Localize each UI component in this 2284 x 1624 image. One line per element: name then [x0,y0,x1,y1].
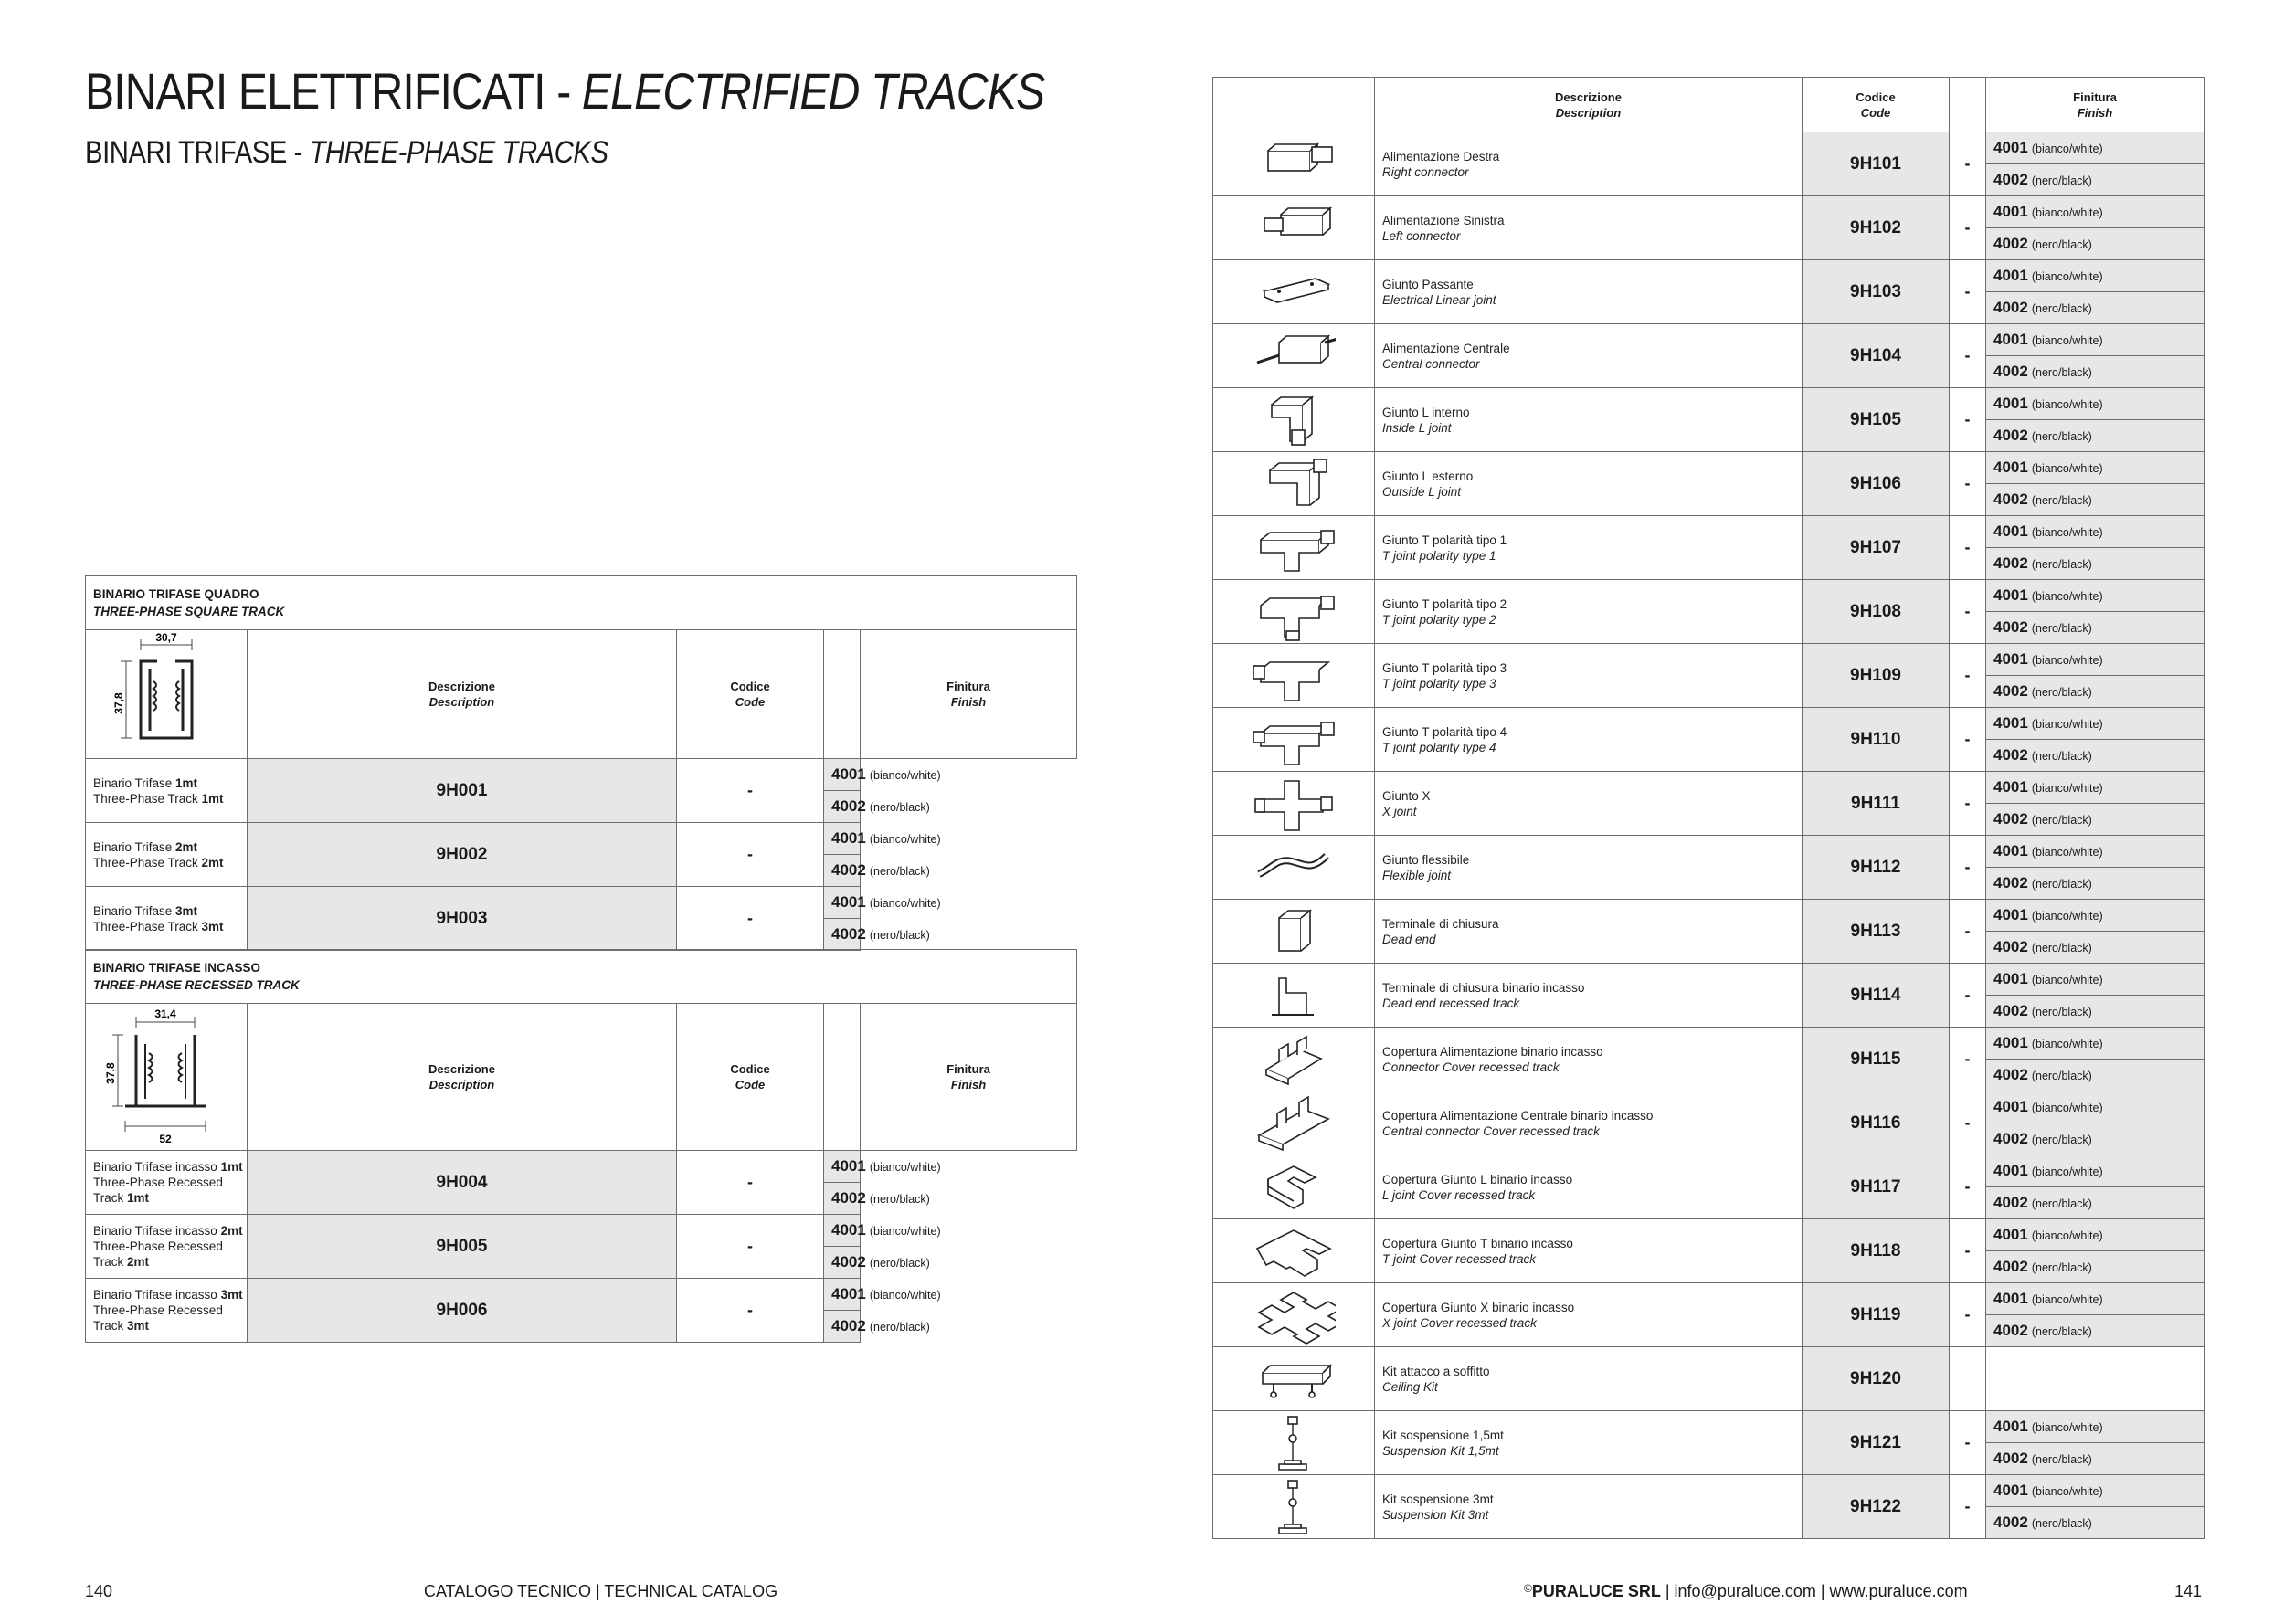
square-track-heading: BINARIO TRIFASE QUADRO THREE-PHASE SQUARE TRACK [86,576,1077,630]
product-description: Kit sospensione 3mt Suspension Kit 3mt [1375,1475,1803,1539]
finish-black: 4002 (nero/black) [1986,1187,2205,1219]
svg-text:37,8: 37,8 [112,692,125,714]
separator-dash: - [1950,132,1986,196]
col-spacer [824,630,861,759]
product-code: 9H118 [1803,1219,1950,1283]
product-image [1213,196,1375,260]
suspension-kit-icon [1252,1413,1336,1473]
company-footer: ©PURALUCE SRL | info@puraluce.com | www.puraluce.com [1524,1582,1968,1600]
product-image [1213,1283,1375,1347]
product-description: Terminale di chiusura binario incasso Dead end recessed track [1375,964,1803,1028]
product-code: 9H111 [1803,772,1950,836]
col-image [1213,78,1375,132]
product-description: Giunto L esterno Outside L joint [1375,452,1803,516]
separator-dash: - [1950,516,1986,580]
table-row [1213,1283,2205,1315]
table-row [1213,1475,2205,1507]
product-code: 9H101 [1803,132,1950,196]
recessed-track-table [85,949,1077,1343]
separator-dash: - [1950,644,1986,708]
product-code: 9H112 [1803,836,1950,900]
product-code: 9H107 [1803,516,1950,580]
finish-white: 4001 (bianco/white) [1986,836,2205,868]
finish-white: 4001 (bianco/white) [824,1215,861,1247]
product-image [1213,900,1375,964]
product-code: 9H119 [1803,1283,1950,1347]
t-joint-type1-icon [1252,518,1336,578]
finish-black: 4002 (nero/black) [1986,292,2205,324]
table-row [1213,1411,2205,1443]
finish-black: 4002 (nero/black) [824,1247,861,1279]
finish-white: 4001 (bianco/white) [1986,708,2205,740]
separator-dash: - [677,1279,824,1343]
l-joint-cover-icon [1252,1157,1336,1218]
finish-white: 4001 (bianco/white) [1986,580,2205,612]
table-row [1213,388,2205,420]
finish-white: 4001 (bianco/white) [1986,388,2205,420]
product-code: 9H102 [1803,196,1950,260]
suspension-kit-icon [1252,1477,1336,1537]
finish-black: 4002 (nero/black) [1986,356,2205,388]
recessed-track-header-row [86,1004,1077,1151]
product-description: Copertura Alimentazione Centrale binario incasso Central connector Cover recessed track [1375,1091,1803,1155]
product-description: Terminale di chiusura Dead end [1375,900,1803,964]
finish-white: 4001 (bianco/white) [1986,900,2205,932]
product-code: 9H121 [1803,1411,1950,1475]
table-row [1213,1155,2205,1187]
linear-joint-icon [1252,262,1336,322]
finish-black: 4002 (nero/black) [1986,996,2205,1028]
product-image [1213,132,1375,196]
recessed-track-heading: BINARIO TRIFASE INCASSO THREE-PHASE RECESSED TRACK [86,950,1077,1004]
catalog-label: CATALOGO TECNICO | TECHNICAL CATALOG [424,1582,778,1600]
accessories-table [1212,77,2205,1539]
finish-black: 4002 (nero/black) [1986,1123,2205,1155]
separator-dash: - [1950,1283,1986,1347]
separator-dash: - [1950,1155,1986,1219]
product-description: Giunto T polarità tipo 3 T joint polarity type 3 [1375,644,1803,708]
finish-white: 4001 (bianco/white) [1986,516,2205,548]
finish-black: 4002 (nero/black) [824,791,861,823]
table-row [1213,900,2205,932]
col-description: Descrizione Description [1375,78,1803,132]
product-description: Copertura Giunto T binario incasso T joint Cover recessed track [1375,1219,1803,1283]
flexible-joint-icon [1252,838,1336,898]
separator-dash: - [1950,1219,1986,1283]
finish-black: 4002 (nero/black) [1986,1315,2205,1347]
product-image [1213,772,1375,836]
finish-white: 4001 (bianco/white) [1986,644,2205,676]
col-finish: Finitura Finish [1986,78,2205,132]
finish-white: 4001 (bianco/white) [1986,1219,2205,1251]
finish-black: 4002 (nero/black) [1986,164,2205,196]
product-code: 9H002 [248,823,677,887]
finish-black: 4002 (nero/black) [1986,932,2205,964]
finish-black: 4002 (nero/black) [824,1183,861,1215]
product-code: 9H120 [1803,1347,1950,1411]
table-row [1213,836,2205,868]
product-image [1213,388,1375,452]
product-description: Binario Trifase incasso 2mt Three-Phase Recessed Track 2mt [86,1215,248,1279]
t-joint-type4-icon [1252,710,1336,770]
accessories-header-row [1213,78,2205,132]
product-image [1213,324,1375,388]
separator-dash: - [1950,1411,1986,1475]
finish-black: 4002 (nero/black) [1986,868,2205,900]
connector-cover-icon [1252,1029,1336,1090]
col-code: Codice Code [677,1004,824,1151]
product-description: Alimentazione Destra Right connector [1375,132,1803,196]
finish-white: 4001 (bianco/white) [1986,132,2205,164]
table-row [1213,196,2205,228]
separator-dash: - [677,823,824,887]
product-description: Kit sospensione 1,5mt Suspension Kit 1,5mt [1375,1411,1803,1475]
table-row [1213,580,2205,612]
finish-black: 4002 (nero/black) [824,1311,861,1343]
product-image [1213,964,1375,1028]
separator-dash: - [1950,836,1986,900]
product-description: Giunto Passante Electrical Linear joint [1375,260,1803,324]
inside-l-joint-icon [1252,390,1336,450]
finish-white: 4001 (bianco/white) [1986,772,2205,804]
recessed-track-profile-icon [98,1004,235,1150]
product-code: 9H122 [1803,1475,1950,1539]
finish-cell-empty [1986,1347,2205,1411]
finish-white: 4001 (bianco/white) [824,759,861,791]
svg-text:31,4: 31,4 [154,1007,176,1020]
table-row [1213,772,2205,804]
product-code: 9H114 [1803,964,1950,1028]
finish-black: 4002 (nero/black) [1986,612,2205,644]
product-image [1213,1155,1375,1219]
right-connector-icon [1252,134,1336,195]
product-description: Giunto T polarità tipo 4 T joint polarity type 4 [1375,708,1803,772]
finish-white: 4001 (bianco/white) [1986,964,2205,996]
product-description: Binario Trifase incasso 1mt Three-Phase Recessed Track 1mt [86,1151,248,1215]
product-code: 9H005 [248,1215,677,1279]
svg-text:30,7: 30,7 [155,631,177,644]
product-description: Copertura Giunto L binario incasso L joint Cover recessed track [1375,1155,1803,1219]
central-connector-icon [1252,326,1336,386]
finish-white: 4001 (bianco/white) [1986,324,2205,356]
separator-dash: - [1950,324,1986,388]
table-row [1213,964,2205,996]
separator-dash: - [1950,964,1986,1028]
table-row [86,1215,1077,1247]
product-description: Binario Trifase incasso 3mt Three-Phase Recessed Track 3mt [86,1279,248,1343]
table-row [1213,1219,2205,1251]
separator-dash: - [1950,196,1986,260]
product-image [1213,836,1375,900]
separator-dash: - [1950,900,1986,964]
square-track-profile-drawing [86,630,248,759]
outside-l-joint-icon [1252,454,1336,514]
col-description: Descrizione Description [248,1004,677,1151]
separator-dash: - [1950,260,1986,324]
table-row [1213,1091,2205,1123]
product-description: Copertura Alimentazione binario incasso Connector Cover recessed track [1375,1028,1803,1091]
product-description: Giunto T polarità tipo 2 T joint polarity type 2 [1375,580,1803,644]
separator-dash: - [677,1151,824,1215]
central-connector-cover-icon [1252,1093,1336,1154]
finish-black: 4002 (nero/black) [1986,804,2205,836]
finish-white: 4001 (bianco/white) [1986,1091,2205,1123]
finish-white: 4001 (bianco/white) [1986,1155,2205,1187]
product-image [1213,644,1375,708]
table-row [86,759,1077,791]
table-row [1213,708,2205,740]
product-code: 9H113 [1803,900,1950,964]
product-description: Giunto T polarità tipo 1 T joint polarity type 1 [1375,516,1803,580]
t-joint-type3-icon [1252,646,1336,706]
finish-white: 4001 (bianco/white) [1986,1028,2205,1060]
finish-white: 4001 (bianco/white) [1986,260,2205,292]
separator-dash: - [1950,1028,1986,1091]
finish-white: 4001 (bianco/white) [824,887,861,919]
product-code: 9H110 [1803,708,1950,772]
table-row [1213,132,2205,164]
t-joint-type2-icon [1252,582,1336,642]
dead-end-icon [1252,902,1336,962]
square-track-header-row [86,630,1077,759]
page-subtitle: BINARI TRIFASE - THREE-PHASE TRACKS [85,135,608,170]
table-row [86,823,1077,855]
product-code: 9H105 [1803,388,1950,452]
table-row [1213,1028,2205,1060]
col-spacer [1950,78,1986,132]
page-number-left: 140 [85,1582,113,1600]
col-finish: Finitura Finish [861,630,1077,759]
product-code: 9H004 [248,1151,677,1215]
product-description: Binario Trifase 2mt Three-Phase Track 2mt [86,823,248,887]
product-image [1213,260,1375,324]
col-code: Codice Code [677,630,824,759]
page-title: BINARI ELETTRIFICATI - ELECTRIFIED TRACKS [85,62,1045,120]
product-image [1213,1475,1375,1539]
product-code: 9H108 [1803,580,1950,644]
product-description: Alimentazione Sinistra Left connector [1375,196,1803,260]
product-image [1213,580,1375,644]
col-spacer [824,1004,861,1151]
product-code: 9H117 [1803,1155,1950,1219]
finish-white: 4001 (bianco/white) [824,1151,861,1183]
finish-black: 4002 (nero/black) [824,919,861,951]
product-code: 9H006 [248,1279,677,1343]
finish-white: 4001 (bianco/white) [1986,1411,2205,1443]
table-row [1213,1347,2205,1379]
product-image [1213,1411,1375,1475]
finish-black: 4002 (nero/black) [1986,740,2205,772]
product-code: 9H116 [1803,1091,1950,1155]
finish-black: 4002 (nero/black) [1986,1251,2205,1283]
table-row [86,1279,1077,1311]
separator-dash: - [677,1215,824,1279]
product-description: Binario Trifase 3mt Three-Phase Track 3mt [86,887,248,951]
separator-dash: - [1950,388,1986,452]
product-code: 9H109 [1803,644,1950,708]
table-row [1213,452,2205,484]
left-connector-icon [1252,198,1336,258]
separator-dash: - [677,887,824,951]
product-image [1213,1219,1375,1283]
table-row [86,1151,1077,1183]
page-number-right: 141 [2174,1582,2203,1600]
finish-black: 4002 (nero/black) [1986,676,2205,708]
svg-text:52: 52 [159,1133,172,1145]
product-description: Binario Trifase 1mt Three-Phase Track 1mt [86,759,248,823]
separator-dash: - [1950,580,1986,644]
svg-text:37,8: 37,8 [104,1062,117,1084]
product-code: 9H115 [1803,1028,1950,1091]
product-image [1213,708,1375,772]
finish-black: 4002 (nero/black) [1986,228,2205,260]
product-image [1213,1091,1375,1155]
product-description: Copertura Giunto X binario incasso X joint Cover recessed track [1375,1283,1803,1347]
product-description: Alimentazione Centrale Central connector [1375,324,1803,388]
separator-dash: - [1950,772,1986,836]
table-row [86,887,1077,919]
product-description: Giunto flessibile Flexible joint [1375,836,1803,900]
finish-black: 4002 (nero/black) [1986,1443,2205,1475]
separator-dash: - [1950,1475,1986,1539]
finish-black: 4002 (nero/black) [1986,1507,2205,1539]
product-image [1213,452,1375,516]
separator-dash: - [1950,452,1986,516]
table-row [1213,260,2205,292]
table-row [1213,516,2205,548]
square-track-table [85,575,1077,951]
product-image [1213,1028,1375,1091]
recessed-track-profile-drawing [86,1004,248,1151]
col-code: Codice Code [1803,78,1950,132]
product-image [1213,516,1375,580]
finish-white: 4001 (bianco/white) [1986,1475,2205,1507]
separator-dash: - [1950,1091,1986,1155]
finish-white: 4001 (bianco/white) [824,823,861,855]
table-row [1213,324,2205,356]
finish-black: 4002 (nero/black) [1986,1060,2205,1091]
product-image [1213,1347,1375,1411]
product-code: 9H103 [1803,260,1950,324]
finish-white: 4001 (bianco/white) [1986,1283,2205,1315]
separator-dash: - [1950,708,1986,772]
finish-black: 4002 (nero/black) [1986,484,2205,516]
t-joint-cover-icon [1252,1221,1336,1281]
product-description: Giunto X X joint [1375,772,1803,836]
finish-white: 4001 (bianco/white) [1986,196,2205,228]
table-row [1213,644,2205,676]
product-description: Giunto L interno Inside L joint [1375,388,1803,452]
product-code: 9H003 [248,887,677,951]
product-description: Kit attacco a soffitto Ceiling Kit [1375,1347,1803,1411]
separator-dash [1950,1347,1986,1411]
product-code: 9H001 [248,759,677,823]
product-code: 9H106 [1803,452,1950,516]
finish-white: 4001 (bianco/white) [824,1279,861,1311]
separator-dash: - [677,759,824,823]
ceiling-kit-icon [1252,1349,1336,1409]
dead-end-recessed-icon [1252,965,1336,1026]
finish-black: 4002 (nero/black) [1986,420,2205,452]
finish-black: 4002 (nero/black) [824,855,861,887]
product-code: 9H104 [1803,324,1950,388]
finish-black: 4002 (nero/black) [1986,548,2205,580]
col-description: Descrizione Description [248,630,677,759]
x-joint-cover-icon [1252,1285,1336,1345]
x-joint-icon [1252,774,1336,834]
finish-white: 4001 (bianco/white) [1986,452,2205,484]
square-track-profile-icon [111,630,221,758]
col-finish: Finitura Finish [861,1004,1077,1151]
